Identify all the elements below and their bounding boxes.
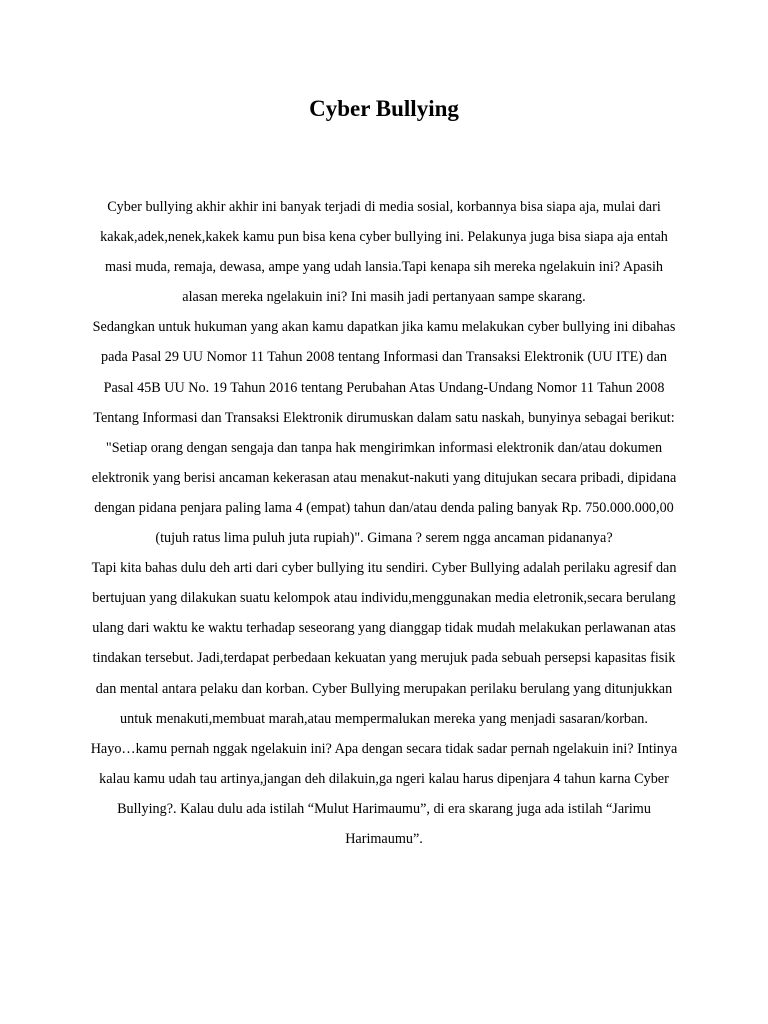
document-body [86,192,682,854]
document-title: Cyber Bullying [309,96,459,121]
paragraph-intro: Cyber bullying akhir akhir ini banyak terjadi di media sosial, korbannya bisa siapa aja, mulai dari kakak,adek,nenek,kakek kamu pun bisa kena cyber bullying ini. Pelakunya juga bisa siapa aja entah masi muda, remaja, dewasa, ampe yang udah lansia.Tapi kenapa sih mereka ngelakuin ini? Apasih alasan mereka ngelakuin ini? Ini masih jadi pertanyaan sampe skarang. [100,199,668,306]
paragraph-closing: Hayo…kamu pernah nggak ngelakuin ini? Apa dengan secara tidak sadar pernah ngelakuin ini? Intinya kalau kamu udah tau artinya,jangan deh dilakuin,ga ngeri kalau harus dipenjara 4 tahun karna Cyber Bullying?. Kalau dulu ada istilah “Mulut Harimaumu”, di era skarang juga ada istilah “Jarimu Harimaumu”. [90,740,678,847]
paragraph-legal-penalty: Sedangkan untuk hukuman yang akan kamu dapatkan jika kamu melakukan cyber bullying ini dibahas pada Pasal 29 UU Nomor 11 Tahun 2008 tentang Informasi dan Transaksi Elektronik (UU ITE) dan Pasal 45B UU No. 19 Tahun 2016 tentang Perubahan Atas Undang-Undang Nomor 11 Tahun 2008 Tentang Informasi dan Transaksi Elektronik dirumuskan dalam satu naskah, bunyinya sebagai berikut: "Setiap orang dengan sengaja dan tanpa hak mengirimkan informasi elektronik dan/atau dokumen elektronik yang berisi ancaman kekerasan atau menakut-nakuti yang ditujukan secara pribadi, dipidana dengan pidana penjara paling lama 4 (empat) tahun dan/atau denda paling banyak Rp. 750.000.000,00 (tujuh ratus lima puluh juta rupiah)". Gimana ? serem ngga ancaman pidananya? [91,319,677,547]
paragraph-definition: Tapi kita bahas dulu deh arti dari cyber bullying itu sendiri. Cyber Bullying adalah perilaku agresif dan bertujuan yang dilakukan suatu kelompok atau individu,menggunakan media eletronik,secara berulang ulang dari waktu ke waktu terhadap seseorang yang dianggap tidak mudah melakukan perlawanan atas tindakan tersebut. Jadi,terdapat perbedaan kekuatan yang merujuk pada sebuah persepsi kapasitas fisik dan mental antara pelaku dan korban. Cyber Bullying merupakan perilaku berulang yang ditunjukkan untuk menakuti,membuat marah,atau mempermalukan mereka yang menjadi sasaran/korban. [91,560,677,727]
